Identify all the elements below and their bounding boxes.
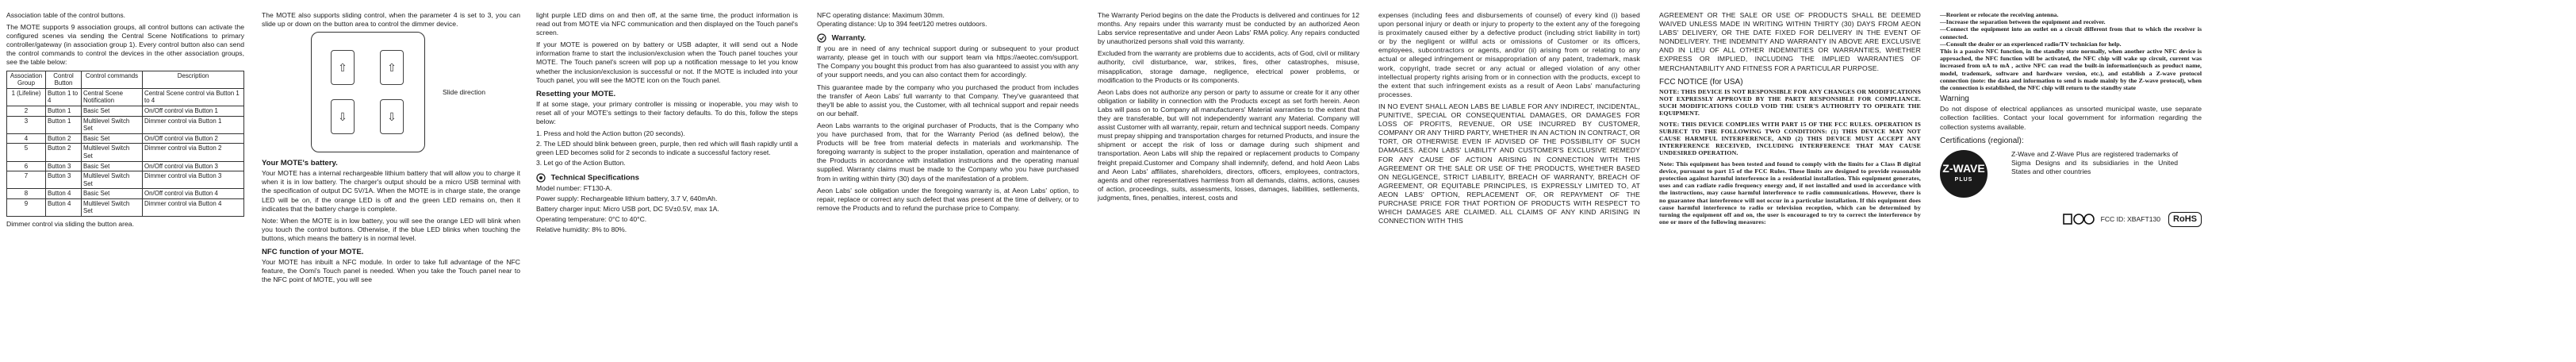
gear-icon: [536, 173, 546, 183]
zwave-badge-text: Z-WAVE: [1942, 162, 1985, 175]
list-item: —Increase the separation between the equipment and receiver.: [1940, 18, 2106, 26]
warranty-icon: [817, 33, 826, 43]
list-item: Operating temperature: 0°C to 40°C.: [536, 214, 647, 223]
nfc-passive-text: This is a passive NFC function, in the standby state normally, when another active NFC device is approached, the NFC function will be activated, the NFC chip will wake up circuit, current was increased from uA to mA , active NFC can read the built-in information(such as product name, model, trademark, software and hardware version, etc.), and establish a Z-wave protocol connection (note: the data and information to send is made mainly by the Z-wave protocol), when the connection is established, the NFC chip will return to the standby state: [1940, 48, 2202, 92]
association-heading: Association table of the control buttons.: [6, 11, 126, 19]
table-cell: Dimmer control via Button 2: [143, 144, 244, 161]
table-cell: Button 4: [46, 198, 82, 216]
warranty-liability: Aeon Labs does not authorize any person or party to assume or create for it any other obligation or liability in connection with the Products except as set forth herein. Aeon Labs will pass on to Company all manufacturers' Material warranties to the extent that they are transferable, but will not independently warrant any Material. Company will assist Customer with all warranty, repair, return and technical support needs. Company must prepay shipping and transportation charges for returned Products, and insure the shipment or accept the risk of loss or damage during such shipment and transportation. Aeon Labs will ship the repaired or replacement products to Company freight prepaid.Customer and Company shall indemnify, defend, and hold Aeon Labs and Aeon Labs' affiliates, shareholders, directors, officers, employees, contractors, agents and other representatives harmless from all demands, claims, actions, causes of action, proceedings, suits, assessments, losses, damages, liabilities, settlements, judgments, fines, penalties, interest, costs and: [1098, 87, 1359, 202]
table-cell: 2: [7, 106, 46, 116]
reset-text: If at some stage, your primary controller is missing or inoperable, you may wish to reset all of your MOTE's settings to their factory defaults. To do this, follow the steps below:: [536, 99, 798, 126]
table-cell: Button 2: [46, 133, 82, 144]
table-cell: Multilevel Switch Set: [82, 171, 143, 189]
warranty-terms: Aeon Labs warrants to the original purchaser of Products, that is the Company who you have purchased from, that for the Warranty Period (as defined below), the Products will be free from material defects in materials and workmanship. The foregoing warranty is subject to the proper installation, operation and maintenance of the Products in accordance with installation instructions and the operating manual supplied. Warranty claims must be made to the Company who you have purchased from in writing within thirty (30) days of the manifestation of a problem.: [817, 121, 1079, 183]
up-arrow-icon: ⇧: [331, 50, 355, 85]
list-item: —Reorient or relocate the receiving antenna.: [1940, 11, 2059, 18]
fcc-note-1: NOTE: THIS DEVICE IS NOT RESPONSIBLE FOR ANY CHANGES OR MODIFICATIONS NOT EXPRESSLY APPROVED BY THE PARTY RESPONSIBLE FOR COMPLIANCE. SUCH MODIFICATIONS COULD VOID THE USER'S AUTHORITY TO OPERATE THE EQUIPMENT.: [1659, 87, 1921, 117]
fcc-heading: FCC NOTICE (for USA): [1659, 77, 1743, 87]
column-sliding-battery: [262, 11, 520, 287]
fcc-note-3: Note: This equipment has been tested and found to comply with the limits for a Class B digital device, pursuant to part 15 of the FCC Rules. These limits are designed to provide reasonable protection against harmful interference in a residential installation. This equipment generates, uses and can radiate radio frequency energy and, if not installed and used in accordance with the instructions, may cause harmful interference to radio communications. However, there is no guarantee that interference will not occur in a particular installation. If this equipment does cause harmful interference to radio or television reception, which can be determined by turning the equipment off and on, the user is encouraged to try to correct the interference by one or more of the following measures:: [1659, 160, 1921, 226]
table-cell: Basic Set: [82, 106, 143, 116]
zwave-trademark-text: Z-Wave and Z-Wave Plus are registered trademarks of Sigma Designs and its subsidiaries in the United States and other countries: [2011, 149, 2178, 175]
limitation-text: IN NO EVENT SHALL AEON LABS BE LIABLE FOR ANY INDIRECT, INCIDENTAL, PUNITIVE, SPECIAL OR CONSEQUENTIAL DAMAGES, OR DAMAGES FOR LOSS OF PROFITS, REVENUE, OR USE INCURRED BY CUSTOMER, COMPANY OR ANY THIRD PARTY, WHETHER IN AN ACTION IN CONTRACT, OR TORT, OR OTHERWISE EVEN IF ADVISED OF THE POSSIBILITY OF SUCH DAMAGES. AEON LABS' LIABILITY AND CUSTOMER'S EXCLUSIVE REMEDY FOR ANY CAUSE OF ACTION ARISING IN CONNECTION WITH THIS AGREEMENT OR THE SALE OR USE OF THE PRODUCTS, WHETHER BASED ON NEGLIGENCE, STRICT LIABILITY, BREACH OF WARRANTY, BREACH OF AGREEMENT, OR EQUITABLE PRINCIPLES, IS EXPRESSLY LIMITED TO, AT AEON LABS' OPTION, REPLACEMENT OF, OR REPAYMENT OF THE PURCHASE PRICE FOR THAT PORTION OF PRODUCTS WITH RESPECT TO WHICH DAMAGES ARE CLAIMED. ALL CLAIMS OF ANY KIND ARISING IN CONNECTION WITH THIS: [1378, 102, 1640, 225]
table-cell: Central Scene control via Button 1 to 4: [143, 88, 244, 106]
nfc-heading: NFC function of your MOTE.: [262, 248, 364, 257]
table-row: [7, 106, 244, 116]
warranty-heading: [817, 33, 1079, 43]
table-cell: Button 1 to 4: [46, 88, 82, 106]
table-cell: Multilevel Switch Set: [82, 144, 143, 161]
table-cell: Button 1: [46, 116, 82, 133]
table-cell: 6: [7, 161, 46, 171]
warranty-obligation: Aeon Labs' sole obligation under the foregoing warranty is, at Aeon Labs' option, to repair, replace or correct any such defect that was present at the time of delivery, or to remove the Products and to refund the purchase price to Company.: [817, 186, 1079, 212]
table-cell: Dimmer control via Button 4: [143, 198, 244, 216]
operating-distance: Operating distance: Up to 394 feet/120 metres outdoors.: [817, 20, 987, 29]
zwave-row: [1940, 150, 2202, 198]
warranty-exclusions: Excluded from the warranty are problems due to accidents, acts of God, civil or military authority, civil disturbance, war, strikes, fires, other catastrophes, misuse, misapplication, storage damage, negligence, electrical power problems, or modification to the Products or its components.: [1098, 49, 1359, 84]
table-cell: Multilevel Switch Set: [82, 198, 143, 216]
list-item: Battery charger input: Micro USB port, DC 5V±0.5V, max 1A.: [536, 204, 719, 213]
battery-heading: Your MOTE's battery.: [262, 159, 338, 168]
up-arrow-icon: ⇧: [380, 50, 404, 85]
warning-text: Do not dispose of electrical appliances as unsorted municipal waste, use separate collection facilities. Contact your local government for information regarding the collection systems available.: [1940, 105, 2202, 131]
indemnity-text: expenses (including fees and disbursements of counsel) of every kind (i) based upon personal injury or death or injury to property to the extent any of the foregoing is proximately caused either by a defective product (including strict liability in tort) or by the negligent or willful acts or omissions of Customer or its officers, employees, subcontractors or agents, and/or (ii) arising from or relating to any actual or alleged infringement or misappropriation of any patent, trademark, mask work, copyright, trade secret or any actual or alleged violation of any other intellectual property rights arising from or in connection with the products, except to the extent that such infringement exists as a result of Aeon Labs' manufacturing processes.: [1378, 11, 1640, 98]
table-header-cell: Control Button: [46, 71, 82, 88]
table-cell: 3: [7, 116, 46, 133]
rohs-logo: RoHS: [2168, 212, 2202, 227]
reset-heading: Resetting your MOTE.: [536, 89, 616, 98]
battery-note: Note: When the MOTE is in low battery, you will see the orange LED will blink when you touch the control buttons. Otherwise, if the blue LED blinks when touching the buttons, which means the battery is in normal level.: [262, 216, 520, 242]
association-table: [6, 71, 244, 218]
battery-text: Your MOTE has a internal rechargeable lithium battery that will allow you to charge it when it is in low battery. The charger's output should be a micro USB terminal with the specification of output DC 5V/1A. When the MOTE is in charge state, the orange LED will be on, if the orange LED is off and the green LED remains on, then it indicates that the battery charge is complete.: [262, 169, 520, 213]
column-reset-specs: [536, 11, 798, 236]
association-intro: The MOTE supports 9 association groups, all control buttons can activate the configured scenes via sending the Central Scene Notifications to primary controller/gateway (in association group 1). Every control button also can send the control commands to control the devices in the other association groups, see the table below:: [6, 23, 244, 67]
warning-heading: Warning: [1940, 94, 1969, 104]
table-cell: On/Off control via Button 4: [143, 189, 244, 199]
list-item: Relative humidity: 8% to 80%.: [536, 225, 627, 233]
warranty-guarantee: This guarantee made by the company who you purchased the product from includes the transfer of Aeon Labs' full warranty to that Company. They've guaranteed that they'll be able to assist you, the Customer, with all technical support and repair needs on our behalf.: [817, 83, 1079, 117]
compliance-row: [1940, 212, 2202, 227]
table-row: [7, 144, 244, 161]
table-cell: Button 3: [46, 171, 82, 189]
nfc-text: Your MOTE has inbuilt a NFC module. In order to take full advantage of the NFC feature, the Oomi's Touch panel is needed. When you take the Touch panel near to the NFC point of MOTE, you will see: [262, 258, 520, 284]
remote-illustration: [311, 32, 425, 152]
table-cell: On/Off control via Button 3: [143, 161, 244, 171]
slide-diagram: [262, 32, 520, 152]
table-row: [7, 161, 244, 171]
table-cell: On/Off control via Button 2: [143, 133, 244, 144]
table-cell: Button 1: [46, 106, 82, 116]
down-arrow-icon: ⇩: [380, 99, 404, 134]
spec-list: [536, 184, 798, 234]
table-cell: Button 2: [46, 144, 82, 161]
table-cell: Multilevel Switch Set: [82, 116, 143, 133]
waiver-text: AGREEMENT OR THE SALE OR USE OF PRODUCTS SHALL BE DEEMED WAIVED UNLESS MADE IN WRITING WITHIN THIRTY (30) DAYS FROM AEON LABS' DELIVERY, OR THE DATE FIXED FOR DELIVERY IN THE EVENT OF NONDELIVERY. THE INDEMNITY AND WARRANTY IN ABOVE ARE EXCLUSIVE AND IN LIEU OF ALL OTHER INDEMNITIES OR WARRANTIES, WHETHER EXPRESS OR IMPLIED, INCLUDING THE IMPLIED WARRANTIES OF MERCHANTABILITY AND FITNESS FOR A PARTICULAR PURPOSE.: [1659, 11, 1921, 72]
column-association: [6, 11, 244, 232]
column-nfc-warning: [1940, 11, 2202, 227]
column-liability: [1378, 11, 1640, 229]
fcc-logo-icon: [2063, 213, 2095, 225]
zwave-plus-text: PLUS: [1954, 177, 1973, 183]
table-cell: Central Scene Notification: [82, 88, 143, 106]
table-row: [7, 88, 244, 106]
table-cell: 9: [7, 198, 46, 216]
fcc-note-2: NOTE: THIS DEVICE COMPLIES WITH PART 15 OF THE FCC RULES. OPERATION IS SUBJECT TO THE FOLLOWING TWO CONDITIONS: (1) THIS DEVICE MAY NOT CAUSE HARMFUL INTERFERENCE, AND (2) THIS DEVICE MUST ACCEPT ANY INTERFERENCE RECEIVED, INCLUDING INTERFERENCE THAT MAY CAUSE UNDESIRED OPERATION.: [1659, 120, 1921, 157]
table-cell: 7: [7, 171, 46, 189]
table-cell: On/Off control via Button 1: [143, 106, 244, 116]
column-warranty: [817, 11, 1079, 216]
table-cell: Basic Set: [82, 161, 143, 171]
down-arrow-icon: ⇩: [331, 99, 355, 134]
zwave-plus-logo: [1940, 150, 1988, 198]
sliding-intro: The MOTE also supports sliding control, when the parameter 4 is set to 3, you can slide up or down on the button area to control the dimmer device.: [262, 11, 520, 29]
table-cell: 1 (Lifeline): [7, 88, 46, 106]
column-fcc: [1659, 11, 1921, 229]
table-cell: Button 4: [46, 189, 82, 199]
table-row: [7, 189, 244, 199]
inclusion-text: If your MOTE is powered on by battery or USB adapter, it will send out a Node information frame to start the inclusion/exclusion when the Touch panel touches your MOTE. The Touch panel's screen will pop up a notification message to let you know whether the inclusion/exclusion is successful or not. If the MOTE is included into your Touch panel, you will see the MOTE icon on the Touch panel.: [536, 40, 798, 84]
spec-heading-text: Technical Specifications: [550, 173, 639, 183]
table-header-cell: Description: [143, 71, 244, 88]
fcc-measures: [1940, 11, 2202, 48]
table-cell: 4: [7, 133, 46, 144]
fcc-id: FCC ID: XBAFT130: [2100, 214, 2161, 223]
list-item: —Consult the dealer or an experienced radio/TV technician for help.: [1940, 40, 2122, 48]
table-cell: Basic Set: [82, 189, 143, 199]
table-row: [7, 198, 244, 216]
warranty-period: The Warranty Period begins on the date the Products is delivered and continues for 12 months. Any repairs under this warranty must be conducted by an authorized Aeon Labs service representative and under Aeon Labs' RMA policy. Any repairs conducted by unauthorized persons shall void this warranty.: [1098, 11, 1359, 46]
list-item: Power supply: Rechargeable lithium battery, 3.7 V, 640mAh.: [536, 194, 718, 202]
table-cell: 5: [7, 144, 46, 161]
list-item: Model number: FT130-A.: [536, 183, 612, 192]
association-table-header: [7, 71, 244, 88]
table-cell: Dimmer control via Button 1: [143, 116, 244, 133]
certifications-heading: Certifications (regional):: [1940, 136, 2024, 145]
warranty-heading-text: Warranty.: [831, 33, 866, 43]
table-cell: Dimmer control via Button 3: [143, 171, 244, 189]
list-item: 2. The LED should blink between green, purple, then red which will flash rapidly until a green LED becomes solid for 2 seconds to indicate a successful factory reset.: [536, 140, 798, 157]
list-item: 3. Let go of the Action Button.: [536, 159, 626, 168]
spec-heading: [536, 173, 798, 183]
table-header-cell: Control commands: [82, 71, 143, 88]
table-cell: Button 3: [46, 161, 82, 171]
table-row: [7, 116, 244, 133]
nfc-continued: light purple LED dims on and then off, at the same time, the product information is read out from MOTE via NFC communication and then displayed on the Touch panel's screen.: [536, 11, 798, 37]
table-row: [7, 133, 244, 144]
warranty-support: If you are in need of any technical support during or subsequent to your product warranty, please get in touch with our support team via https://aeotec.com/support. The Company you bought this product from has also guaranteed to assist you with any of your support needs, and you can also contact them for accordingly.: [817, 44, 1079, 79]
slide-direction-label: Slide direction: [443, 87, 485, 96]
association-footer: Dimmer control via sliding the button area.: [6, 220, 134, 229]
nfc-distance: NFC operating distance: Maximum 30mm.: [817, 11, 945, 19]
table-cell: 8: [7, 189, 46, 199]
table-header-cell: Association Group: [7, 71, 46, 88]
column-warranty-cont: [1098, 11, 1359, 206]
list-item: —Connect the equipment into an outlet on a circuit different from that to which the receiver is connected.: [1940, 25, 2202, 40]
reset-steps: [536, 129, 798, 168]
table-cell: Basic Set: [82, 133, 143, 144]
list-item: 1. Press and hold the Action button (20 seconds).: [536, 129, 685, 138]
table-row: [7, 171, 244, 189]
